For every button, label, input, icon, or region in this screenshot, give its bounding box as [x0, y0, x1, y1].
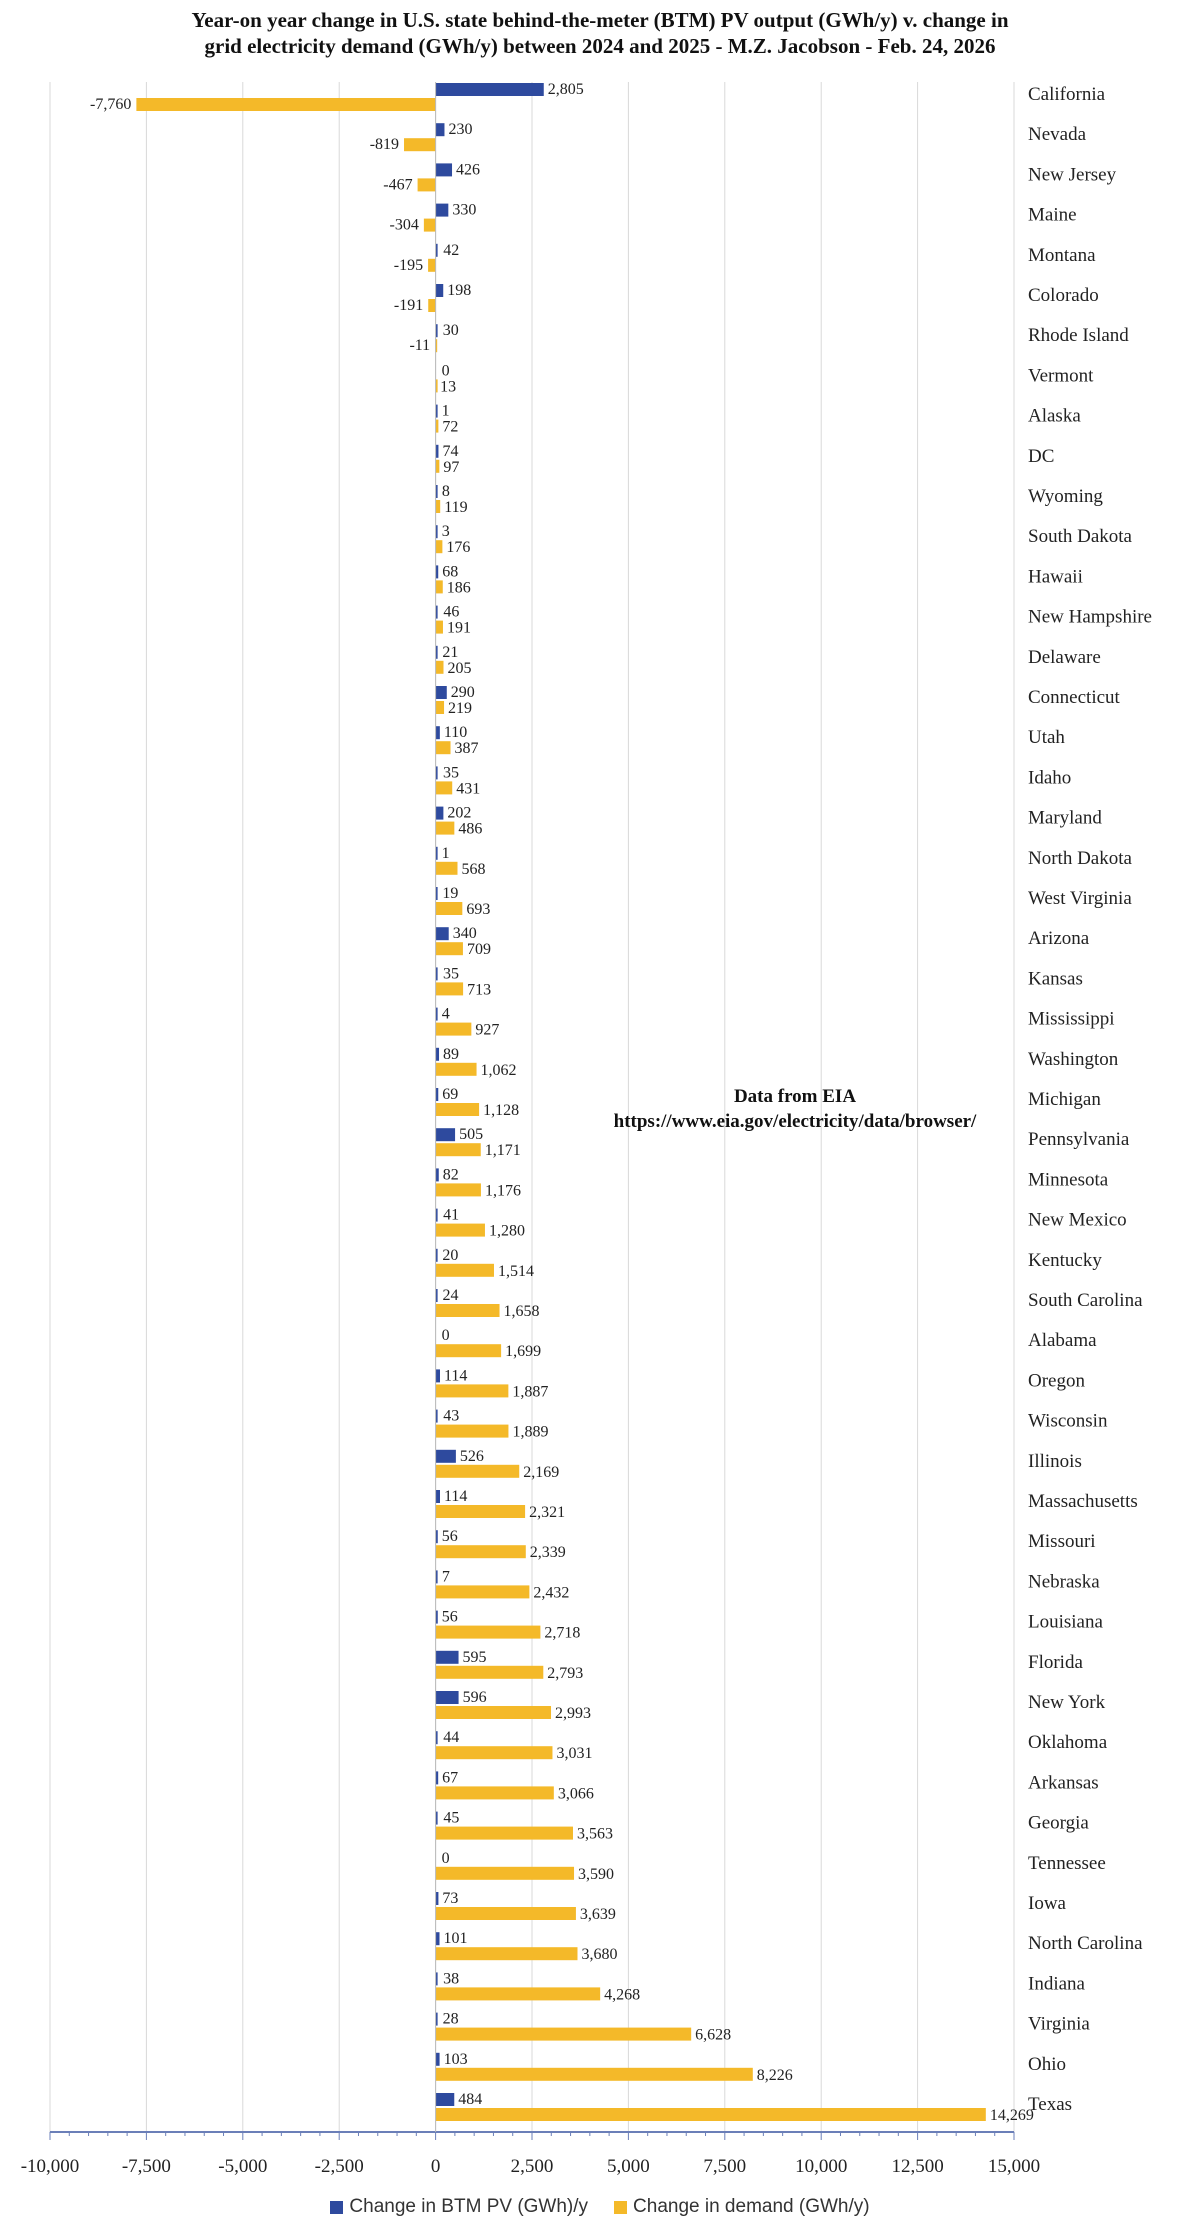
bar-demand — [436, 1907, 576, 1920]
data-label-demand: 3,680 — [581, 1946, 618, 1964]
bar-demand — [436, 2108, 986, 2121]
data-label-demand: -7,760 — [90, 96, 132, 113]
bar-demand — [436, 1585, 530, 1598]
category-label: Minnesota — [1028, 1169, 1109, 1191]
bar-btm-pv — [436, 726, 440, 739]
category-label: Virginia — [1028, 2013, 1090, 2035]
source-note-line-2: https://www.eia.gov/electricity/data/browser/ — [613, 1111, 977, 1132]
data-label-demand: 1,171 — [484, 1142, 521, 1160]
data-label-demand: 387 — [454, 740, 479, 758]
legend-swatch-btm — [330, 2201, 343, 2214]
bar-demand — [436, 902, 463, 915]
category-label: Washington — [1028, 1048, 1119, 1070]
bar-demand — [436, 1626, 541, 1639]
bar-btm-pv — [436, 1651, 459, 1664]
data-label-btm-pv: 290 — [450, 684, 475, 701]
category-label: Alabama — [1028, 1330, 1097, 1352]
category-label: Georgia — [1028, 1812, 1089, 1834]
data-label-demand: 119 — [444, 499, 468, 516]
category-label: Nevada — [1028, 124, 1087, 146]
category-label: Maryland — [1028, 807, 1102, 829]
data-label-demand: 3,066 — [557, 1785, 594, 1803]
data-label-btm-pv: 43 — [443, 1407, 460, 1425]
data-label-demand: 486 — [458, 820, 483, 838]
category-label: Ohio — [1028, 2053, 1066, 2075]
data-label-demand: 219 — [448, 700, 473, 717]
category-label: North Carolina — [1028, 1933, 1143, 1955]
x-tick-label: 15,000 — [987, 2156, 1041, 2177]
bar-demand — [436, 1706, 551, 1719]
category-label: Louisiana — [1028, 1611, 1103, 1633]
bar-demand — [436, 1143, 481, 1156]
data-label-demand: 568 — [461, 860, 486, 878]
category-label: Kentucky — [1028, 1249, 1102, 1271]
data-label-demand: 8,226 — [756, 2066, 793, 2084]
bar-demand — [436, 942, 463, 955]
data-label-btm-pv: 42 — [443, 241, 460, 259]
category-label: Michigan — [1028, 1089, 1101, 1110]
data-label-btm-pv: 68 — [442, 563, 459, 581]
source-note — [560, 1084, 1030, 1134]
data-label-btm-pv: 202 — [447, 804, 472, 822]
data-label-btm-pv: 56 — [441, 1608, 458, 1626]
bar-btm-pv — [436, 1369, 440, 1382]
data-label-btm-pv: 2,805 — [547, 81, 584, 98]
bar-demand — [436, 460, 440, 473]
data-label-demand: 205 — [447, 659, 472, 677]
bar-demand — [436, 1264, 494, 1277]
bar-btm-pv — [436, 1691, 459, 1704]
data-label-btm-pv: 46 — [443, 603, 460, 621]
data-label-demand: -11 — [409, 337, 431, 355]
category-label: California — [1028, 84, 1106, 105]
bar-demand — [436, 1183, 481, 1196]
data-label-demand: 3,590 — [578, 1865, 615, 1883]
data-label-demand: 2,718 — [544, 1624, 581, 1642]
category-label: Hawaii — [1028, 566, 1083, 588]
bar-btm-pv — [436, 284, 444, 297]
data-label-btm-pv: 198 — [447, 282, 472, 299]
data-label-btm-pv: 73 — [442, 1890, 459, 1907]
legend-item-demand — [614, 2196, 870, 2218]
bar-btm-pv — [436, 807, 444, 820]
category-label: Montana — [1028, 244, 1096, 266]
category-label: Oklahoma — [1028, 1732, 1108, 1754]
category-label: Illinois — [1028, 1450, 1082, 1472]
category-labels — [1028, 84, 1152, 2115]
bar-btm-pv — [436, 2093, 455, 2106]
data-label-btm-pv: 89 — [443, 1045, 460, 1063]
data-label-demand: 2,993 — [555, 1705, 592, 1722]
bar-demand — [436, 1867, 574, 1880]
data-label-demand: 1,887 — [512, 1383, 549, 1401]
category-label: South Dakota — [1028, 526, 1132, 548]
category-label: Massachusetts — [1028, 1491, 1138, 1512]
x-tick-label: 12,500 — [891, 2156, 944, 2177]
bar-demand — [436, 1505, 525, 1518]
bar-demand — [424, 219, 436, 232]
data-label-demand: 2,793 — [547, 1664, 584, 1682]
bar-demand — [436, 1987, 601, 2000]
data-label-demand: 6,628 — [695, 2026, 732, 2044]
data-label-demand: 1,889 — [512, 1423, 549, 1441]
data-label-btm-pv: 45 — [443, 1809, 460, 1827]
data-label-btm-pv: 595 — [462, 1648, 487, 1666]
data-label-demand: 2,432 — [533, 1584, 570, 1602]
category-label: Vermont — [1028, 365, 1094, 387]
category-label: Iowa — [1028, 1893, 1066, 1914]
category-label: Florida — [1028, 1651, 1083, 1673]
x-tick-label: 5,000 — [607, 2156, 650, 2177]
category-label: Mississippi — [1028, 1008, 1115, 1030]
bar-btm-pv — [436, 123, 445, 136]
data-label-btm-pv: 30 — [442, 322, 459, 340]
data-label-btm-pv: 3 — [441, 523, 450, 541]
category-label: Texas — [1028, 2094, 1073, 2115]
bar-demand — [418, 178, 436, 191]
category-label: Rhode Island — [1028, 325, 1129, 347]
legend-swatch-demand — [614, 2201, 627, 2214]
data-label-btm-pv: 340 — [452, 925, 477, 943]
data-label-btm-pv: 7 — [441, 1568, 450, 1586]
bar-demand — [436, 1304, 500, 1317]
category-label: Connecticut — [1028, 687, 1120, 708]
category-label: Wisconsin — [1028, 1410, 1108, 1432]
data-label-btm-pv: 4 — [441, 1005, 450, 1023]
bar-demand — [436, 701, 444, 714]
bar-btm-pv — [436, 1450, 456, 1463]
category-label: Delaware — [1028, 646, 1101, 668]
data-label-btm-pv: 114 — [443, 1488, 468, 1505]
data-label-demand: -304 — [389, 216, 419, 234]
data-label-btm-pv: 20 — [442, 1246, 459, 1264]
category-label: Nebraska — [1028, 1571, 1100, 1593]
data-label-btm-pv: 24 — [442, 1287, 459, 1304]
category-label: South Carolina — [1028, 1290, 1143, 1311]
data-label-btm-pv: 21 — [442, 643, 459, 661]
legend-label-btm: Change in BTM PV (GWh)/y — [349, 2196, 589, 2217]
bar-demand — [436, 1384, 509, 1397]
bar-demand — [436, 500, 441, 513]
data-label-demand: 431 — [456, 780, 481, 798]
data-label-demand: 713 — [467, 981, 492, 999]
category-label: Maine — [1028, 204, 1077, 226]
bar-demand — [436, 862, 458, 875]
data-label-btm-pv: 1 — [441, 402, 450, 420]
category-label: New Jersey — [1028, 164, 1117, 186]
bar-btm-pv — [436, 1128, 455, 1141]
data-label-demand: 1,658 — [503, 1303, 540, 1320]
bar-demand — [436, 822, 455, 835]
bar-demand — [436, 1666, 544, 1679]
category-label: DC — [1028, 445, 1055, 467]
bar-demand — [436, 540, 443, 553]
data-label-btm-pv: 103 — [443, 2050, 468, 2068]
bar-demand — [436, 1023, 472, 1036]
source-note-line-1: Data from EIA — [733, 1086, 857, 1107]
data-label-btm-pv: 0 — [441, 1327, 450, 1345]
data-label-demand: 693 — [466, 901, 491, 918]
x-tick-label: 0 — [430, 2156, 441, 2177]
data-label-demand: -195 — [393, 256, 424, 274]
bar-demand — [436, 1344, 502, 1357]
bar-btm-pv — [436, 1490, 440, 1503]
x-tick-label: -5,000 — [218, 2156, 268, 2177]
data-label-demand: -467 — [383, 176, 413, 194]
data-label-demand: 1,128 — [483, 1102, 520, 1119]
x-tick-label: -7,500 — [121, 2156, 171, 2177]
data-label-btm-pv: 44 — [443, 1729, 460, 1747]
chart-title-line-2: grid electricity demand (GWh/y) between 2024 and 2025 - M.Z. Jacobson - Feb. 24, 2026 — [204, 34, 996, 58]
data-label-demand: 1,699 — [505, 1343, 542, 1361]
bar-btm-pv — [436, 2053, 440, 2066]
bar-demand — [436, 1063, 477, 1076]
data-label-btm-pv: 56 — [441, 1528, 458, 1546]
bar-demand — [436, 1224, 485, 1237]
bar-demand — [436, 1786, 554, 1799]
category-label: New Hampshire — [1028, 606, 1152, 628]
bar-btm-pv — [436, 686, 447, 699]
bar-demand — [436, 1103, 479, 1116]
data-label-btm-pv: 19 — [442, 885, 459, 902]
bar-btm-pv — [436, 1048, 439, 1061]
category-label: Pennsylvania — [1028, 1129, 1130, 1151]
bar-demand — [404, 138, 436, 151]
bar-demand — [436, 741, 451, 754]
data-label-demand: 2,321 — [529, 1504, 566, 1521]
bar-btm-pv — [436, 927, 449, 940]
data-label-btm-pv: 74 — [442, 442, 459, 460]
data-label-demand: 1,062 — [480, 1061, 517, 1079]
x-tick-label: -2,500 — [314, 2156, 364, 2177]
bar-demand — [436, 1425, 509, 1438]
bar-btm-pv — [436, 163, 452, 176]
category-label: Kansas — [1028, 968, 1083, 990]
data-label-btm-pv: 114 — [443, 1367, 468, 1385]
data-label-demand: 4,268 — [604, 1986, 641, 2004]
bar-demand — [436, 2068, 753, 2081]
data-label-demand: 927 — [475, 1021, 500, 1039]
data-label-btm-pv: 38 — [443, 1970, 460, 1988]
bar-demand — [436, 982, 463, 995]
data-label-btm-pv: 230 — [448, 121, 473, 139]
data-label-btm-pv: 484 — [458, 2091, 483, 2108]
data-label-demand: -819 — [369, 136, 400, 154]
data-label-demand: 191 — [446, 619, 471, 637]
data-label-demand: 1,280 — [488, 1222, 525, 1240]
category-label: Missouri — [1028, 1531, 1096, 1553]
bar-demand — [436, 1545, 526, 1558]
x-tick-label: 7,500 — [703, 2156, 747, 2177]
category-label: Tennessee — [1028, 1852, 1106, 1874]
x-tick-label: 10,000 — [795, 2156, 848, 2177]
data-label-btm-pv: 67 — [442, 1769, 459, 1787]
data-label-demand: 3,563 — [576, 1825, 613, 1843]
bar-demand — [136, 98, 435, 111]
bar-demand — [428, 299, 435, 312]
data-label-btm-pv: 8 — [441, 483, 450, 500]
data-label-btm-pv: 69 — [442, 1086, 459, 1103]
data-label-demand: 97 — [443, 458, 460, 476]
bar-demand — [428, 259, 436, 272]
category-label: Indiana — [1028, 1973, 1085, 1995]
category-label: Idaho — [1028, 767, 1072, 789]
category-label: North Dakota — [1028, 847, 1132, 869]
bar-demand — [436, 1947, 578, 1960]
data-label-btm-pv: 101 — [443, 1930, 468, 1948]
bar-demand — [436, 781, 453, 794]
data-label-demand: 14,269 — [989, 2107, 1034, 2124]
data-label-btm-pv: 330 — [452, 201, 477, 219]
data-label-demand: 72 — [442, 418, 459, 436]
category-label: West Virginia — [1028, 888, 1132, 909]
legend-item-btm — [330, 2196, 588, 2218]
data-label-btm-pv: 0 — [441, 1849, 450, 1867]
data-label-demand: 2,169 — [523, 1463, 560, 1481]
data-label-btm-pv: 526 — [459, 1447, 484, 1465]
bar-demand — [436, 2028, 692, 2041]
data-label-demand: 3,639 — [579, 1906, 616, 1923]
category-label: Arkansas — [1028, 1772, 1099, 1794]
legend — [0, 2196, 1200, 2218]
bar-btm-pv — [436, 83, 544, 96]
data-label-demand: 13 — [440, 378, 457, 396]
category-label: Wyoming — [1028, 486, 1103, 507]
x-tick-label: 2,500 — [510, 2156, 554, 2177]
bar-btm-pv — [436, 204, 449, 217]
data-label-btm-pv: 41 — [443, 1206, 460, 1224]
data-label-demand: 176 — [446, 539, 471, 557]
data-label-btm-pv: 505 — [459, 1126, 484, 1144]
x-tick-label: -10,000 — [20, 2156, 80, 2177]
data-label-btm-pv: 110 — [443, 724, 468, 742]
data-label-demand: 2,339 — [529, 1544, 566, 1562]
data-label-demand: 1,514 — [497, 1262, 534, 1280]
data-label-btm-pv: 1 — [441, 844, 450, 862]
bar-btm-pv — [436, 1932, 440, 1945]
data-label-demand: 1,176 — [484, 1182, 521, 1200]
bar-demand — [436, 661, 444, 674]
data-label-demand: -191 — [393, 297, 424, 314]
data-label-btm-pv: 426 — [456, 161, 481, 179]
data-label-btm-pv: 596 — [462, 1689, 487, 1706]
data-label-demand: 709 — [466, 941, 491, 959]
bar-demand — [436, 1827, 573, 1840]
data-label-btm-pv: 28 — [442, 2010, 459, 2028]
bar-demand — [436, 1746, 553, 1759]
bar-demand — [436, 580, 443, 593]
data-label-btm-pv: 0 — [441, 362, 450, 380]
bar-demand — [436, 1465, 520, 1478]
data-label-demand: 3,031 — [556, 1745, 593, 1763]
category-label: Alaska — [1028, 405, 1081, 427]
data-label-demand: 186 — [446, 579, 471, 597]
data-label-btm-pv: 35 — [442, 764, 459, 782]
category-label: New Mexico — [1028, 1209, 1127, 1231]
data-label-btm-pv: 35 — [442, 965, 459, 983]
data-label-btm-pv: 82 — [442, 1166, 459, 1184]
bar-demand — [436, 621, 443, 634]
category-label: Colorado — [1028, 285, 1099, 306]
category-label: New York — [1028, 1692, 1106, 1713]
category-label: Oregon — [1028, 1370, 1085, 1392]
category-label: Utah — [1028, 727, 1065, 749]
chart-title-line-1: Year-on year change in U.S. state behind-the-meter (BTM) PV output (GWh/y) v. change in — [191, 8, 1009, 32]
category-label: Arizona — [1028, 928, 1090, 950]
legend-label-demand: Change in demand (GWh/y) — [633, 2196, 870, 2217]
